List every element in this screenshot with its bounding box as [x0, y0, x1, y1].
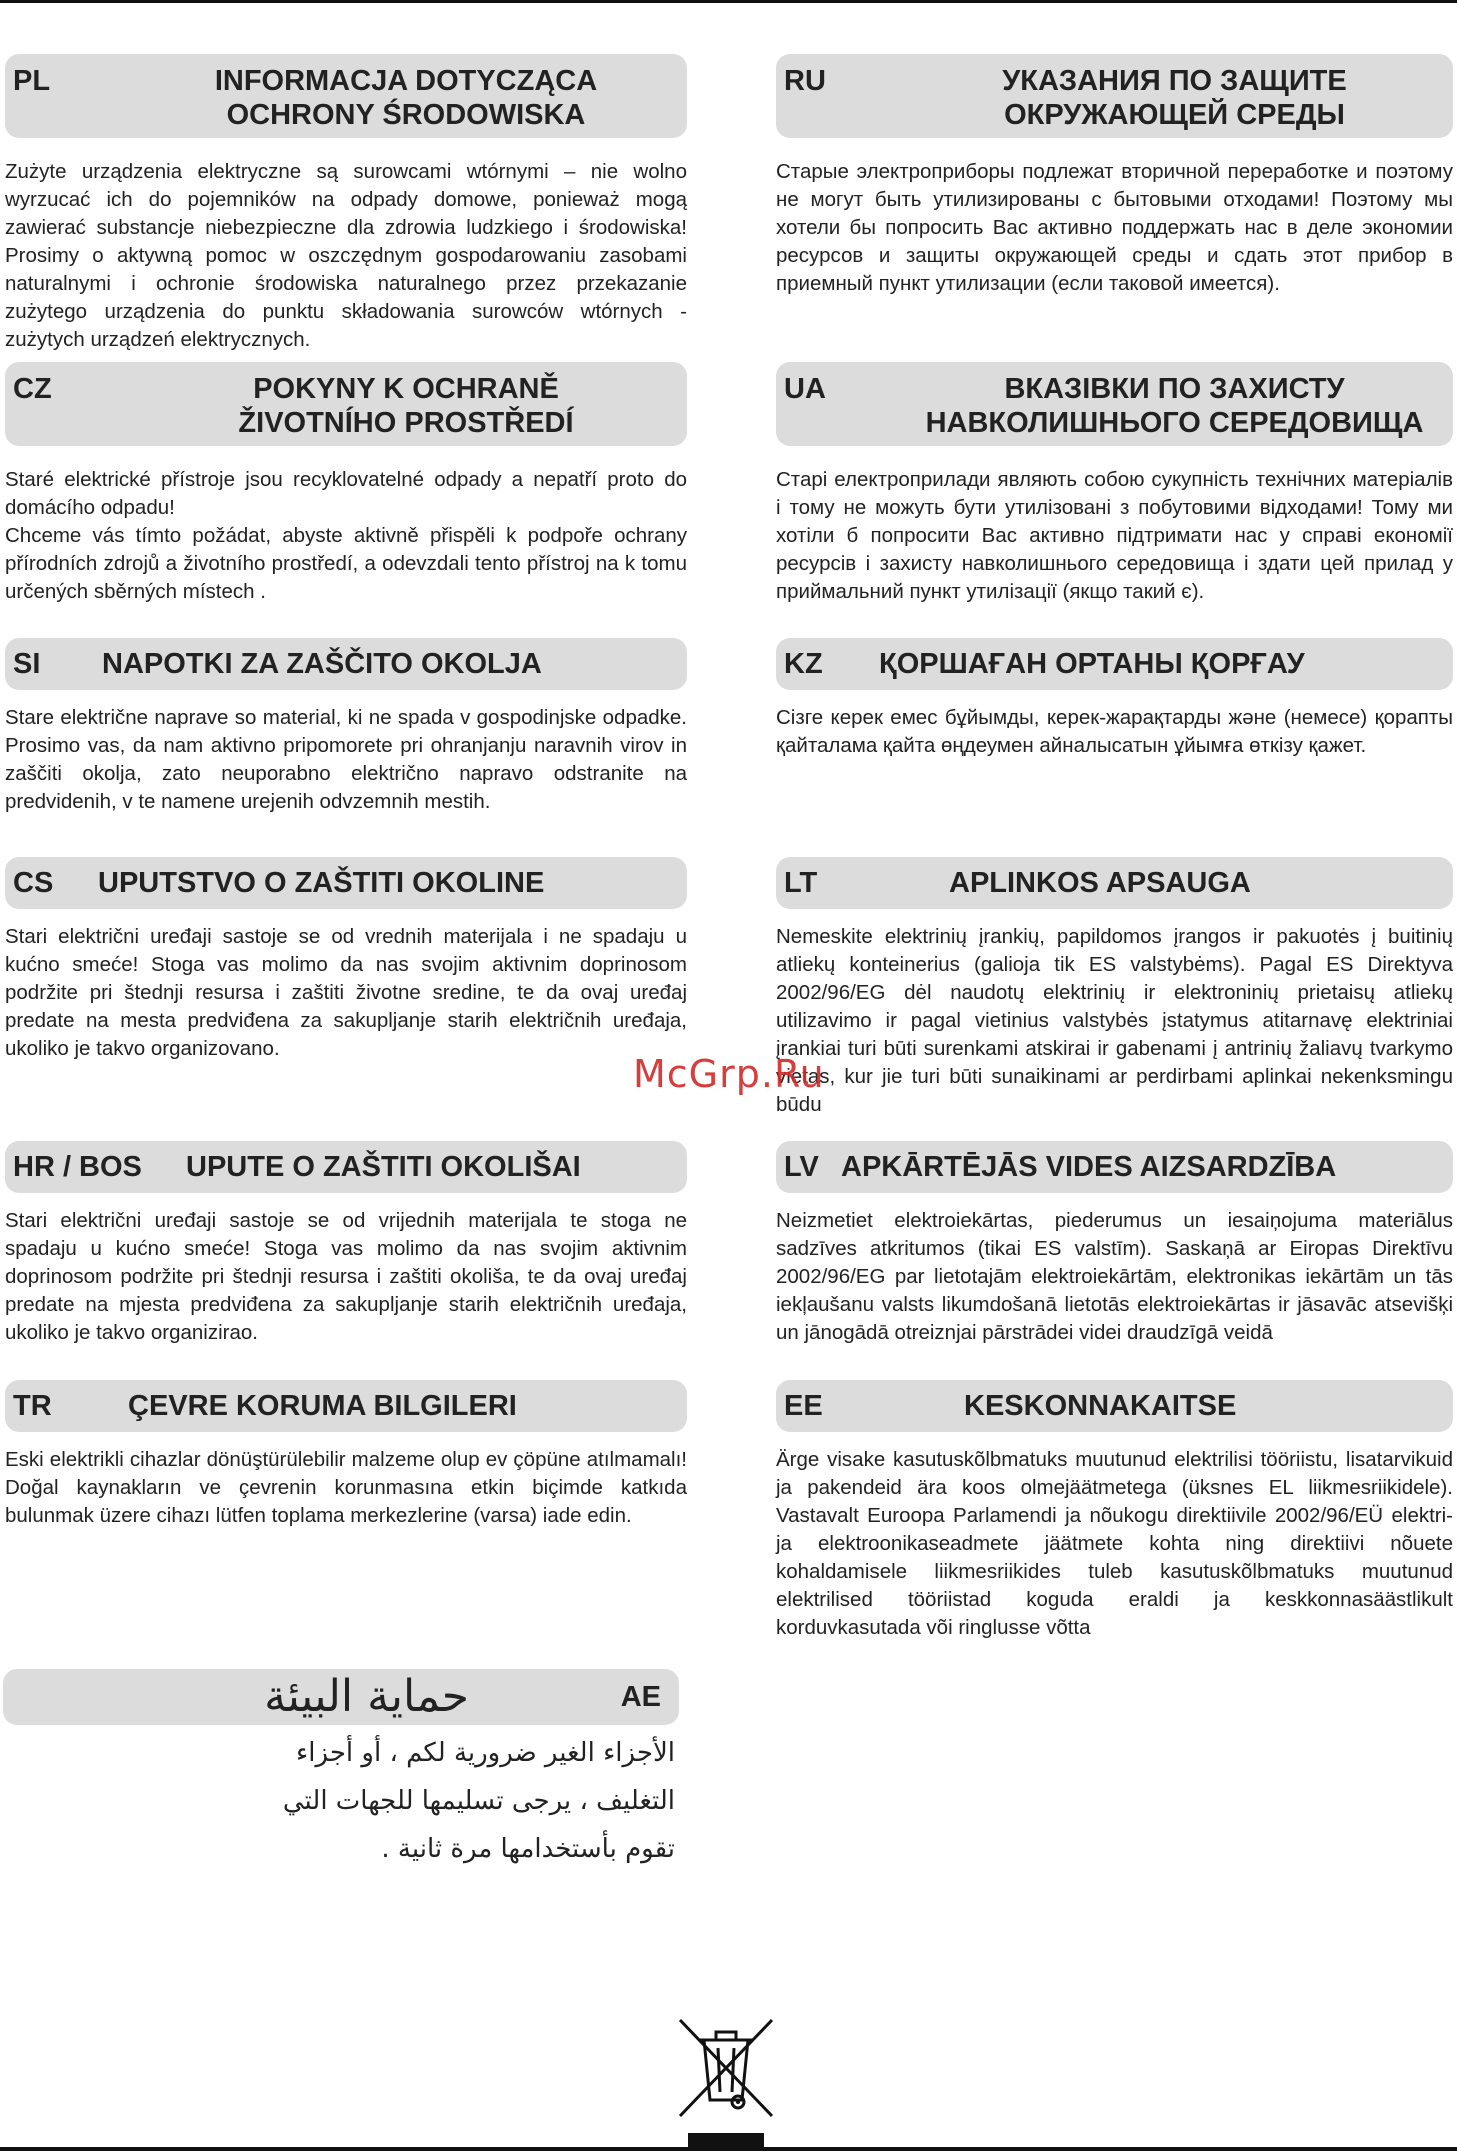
section-pl [5, 54, 687, 354]
section-title: NAPOTKI ZA ZAŠČITO OKOLJA [102, 648, 542, 680]
section-ee [776, 1380, 1453, 1642]
section-lt [776, 857, 1453, 1119]
section-header [776, 857, 1453, 909]
section-title: APLINKOS APSAUGA [949, 867, 1251, 899]
section-tr [5, 1380, 687, 1530]
language-code: LT [784, 867, 818, 899]
section-body: Staré elektrické přístroje jsou recyklovatelné odpady a nepatří proto do domácího odpadu! Chceme vás tímto požádat, abyste aktivně přispěli k podpoře ochrany přírodních zdrojů a životního prostředí, a odevzdali tento přístroj na k tomu určených sběrných místech . [5, 468, 687, 603]
section-title: UPUTE O ZAŠTITI OKOLIŠAI [186, 1151, 581, 1183]
section-body: Сізге керек емес бұйымды, керек-жарақтарды және (немесе) қорапты қайталама қайта өңдеумен айналысатын ұйымға өткізу қажет. [776, 706, 1453, 757]
section-title: ВКАЗІВКИ ПО ЗАХИСТУ НАВКОЛИШНЬОГО СЕРЕДОВИЩА [925, 373, 1424, 439]
section-header [5, 1141, 687, 1193]
language-code: HR / BOS [13, 1151, 142, 1183]
section-title: APKĀRTĒJĀS VIDES AIZSARDZĪBA [841, 1151, 1337, 1183]
section-body: Neizmetiet elektroiekārtas, piederumus un iesaiņojuma materiālus sadzīves atkritumos (tikai ES valstīm). Saskaņā ar Eiropas Direktīvu 2002/96/EG par lietotajām elektroiekārtām, elektronikas iekārtām un tās iekļaušanu valsts likumdošanā lietotās elektroiekārtas ir jāsavāc atsevišķi un jānogādā otreiznjai pārstrādei videi draudzīgā veidā [776, 1209, 1453, 1344]
section-body: Zużyte urządzenia elektryczne są surowcami wtórnymi – nie wolno wyrzucać ich do pojemników na odpady domowe, ponieważ mogą zawierać substancje niebezpieczne dla zdrowia ludzkiego i środowiska! Prosimy o aktywną pomoc w oszczędnym gospodarowaniu zasobami naturalnymi i ochronie środowiska naturalnego przez przekazanie zużytego urządzenia do punktu składowania surowców wtórnych - zużytych urządzeń elektrycznych. [5, 160, 687, 351]
section-body: Eski elektrikli cihazlar dönüştürülebilir malzeme olup ev çöpüne atılmamalı! Doğal kaynakların ve çevrenin korunmasına etkin biçimde katkıda bulunmak üzere cihazı lütfen toplama merkezlerine (varsa) iade edin. [5, 1448, 687, 1527]
section-body: Nemeskite elektrinių įrankių, papildomos įrangos ir pakuotės į buitinių atliekų konteinerius (galioja tik ES valstybėms). Pagal ES Direktyva 2002/96/EG dėl naudotų elektrinių ir elektroninių prietaisų atliekų utilizavimo ir pagal vietinius valstybės įstatymus atitarnavę elektriniai įrankiai turi būti surenkami atskirai ir gabenami į antrinių žaliavų tvarkymo vietas, kur jie turi būti sunaikinami ar perdirbami aplinkai nekenksmingu būdu [776, 925, 1453, 1116]
section-title: حماية البيئة [264, 1671, 469, 1722]
language-code: PL [13, 65, 51, 97]
section-body: الأجزاء الغير ضرورية لكم ، أو أجزاء التغليف ، يرجى تسليمها للجهات التي تقوم بأستخدامها مرة ثانية . [282, 1738, 675, 1864]
section-body: Stare električne naprave so material, ki ne spada v gospodinjske odpadke. Prosimo vas, da nam aktivno pripomorete pri ohranjanju naravnih virov in zaščiti okolja, zato neuporabno električno napravo odstranite na predvidenih, v te namene urejenih odvzemnih mestih. [5, 706, 687, 813]
language-code: LV [784, 1151, 819, 1183]
section-body: Старі електроприлади являють собою сукупність технічних матеріалів і тому не можуть бути утилізовані з побутовими відходами! Тому ми хотіли б попросити Вас активно підтримати нас у справі економії ресурсів і захисту навколишнього середовища і здати цей прилад у приймальний пункт утилізації (якщо такий є). [776, 468, 1453, 603]
section-si [5, 638, 687, 816]
section-title: UPUTSTVO O ZAŠTITI OKOLINE [98, 867, 545, 899]
section-body: Ärge visake kasutuskõlbmatuks muutunud elektrilisi tööriistu, lisatarvikuid ja pakendeid ära koos olmejäätmetega (üksnes EL liikmesriikidele). Vastavalt Euroopa Parlamendi ja nõukogu direktiivile 2002/96/EÜ elektri- ja elektroonikaseadmete jäätmete kohta ning direktiivi nõuete kohaldamisele liikmesriikides tuleb kasutuskõlbmatuks muutunud elektrilised tööriistad koguda eraldi ja keskkonnasäästlikult korduvkasutada või ringlusse võtta [776, 1448, 1453, 1639]
section-title: INFORMACJA DOTYCZĄCA OCHRONY ŚRODOWISKA [214, 65, 598, 131]
section-body: Stari električni uređaji sastoje se od vrednih materijala i ne spadaju u kućno smeće! Stoga vas molimo da nas svojim aktivnim doprinosom podržite pri štednji resursa i zaštiti životne sredine, te da ovaj uređaj predate na mesta predviđena za sakupljanje starih električnih uređaja, ukoliko je takvo organizovano. [5, 925, 687, 1060]
language-code: CS [13, 867, 54, 899]
section-ae [3, 1669, 679, 1873]
section-hr-bos [5, 1141, 687, 1347]
language-code: AE [620, 1681, 661, 1713]
section-header [5, 857, 687, 909]
crossed-out-wheelie-bin-icon [676, 2016, 776, 2120]
section-ru [776, 54, 1453, 298]
section-header [5, 1380, 687, 1432]
section-header [776, 1141, 1453, 1193]
language-code: TR [13, 1390, 52, 1422]
section-header [5, 54, 687, 138]
section-ua [776, 362, 1453, 606]
section-header [5, 638, 687, 690]
section-header [776, 54, 1453, 138]
section-header [776, 638, 1453, 690]
language-code: UA [784, 373, 826, 405]
section-header [776, 362, 1453, 446]
top-rule [0, 0, 1457, 3]
section-title: POKYNY K OCHRANĚ ŽIVOTNÍHO PROSTŘEDÍ [238, 373, 574, 439]
section-header [776, 1380, 1453, 1432]
section-header [3, 1669, 679, 1725]
section-title: ҚОРШАҒАН ОРТАНЫ ҚОРҒАУ [879, 648, 1305, 680]
language-code: RU [784, 65, 826, 97]
language-code: EE [784, 1390, 823, 1422]
section-body: Старые электроприборы подлежат вторичной переработке и поэтому не могут быть утилизированы с бытовыми отходами! Поэтому мы хотели бы попросить Вас активно поддержать нас в деле экономии ресурсов и защиты окружающей среды и сдать этот прибор в приемный пункт утилизации (если таковой имеется). [776, 160, 1453, 295]
section-lv [776, 1141, 1453, 1347]
watermark: McGrp.Ru [633, 1052, 825, 1096]
section-title: УКАЗАНИЯ ПО ЗАЩИТЕ ОКРУЖАЮЩЕЙ СРЕДЫ [1002, 65, 1347, 131]
section-body: Stari električni uređaji sastoje se od vrijednih materijala te stoga ne spadaju u kućno smeće! Stoga vas molimo da nas svojim aktivnim doprinosom podržite pri štednji resursa i zaštiti okoliša, te da ovaj uređaj predate na mjesta predviđena za sakupljanje starih električnih uređaja, ukoliko je takvo organizirao. [5, 1209, 687, 1344]
section-title: ÇEVRE KORUMA BILGILERI [128, 1390, 517, 1422]
language-code: CZ [13, 373, 52, 405]
language-code: SI [13, 648, 41, 680]
section-kz [776, 638, 1453, 760]
section-cz [5, 362, 687, 606]
bottom-rule [0, 2147, 1457, 2151]
section-title: KESKONNAKAITSE [964, 1390, 1237, 1422]
language-code: KZ [784, 648, 823, 680]
section-cs [5, 857, 687, 1063]
section-header [5, 362, 687, 446]
